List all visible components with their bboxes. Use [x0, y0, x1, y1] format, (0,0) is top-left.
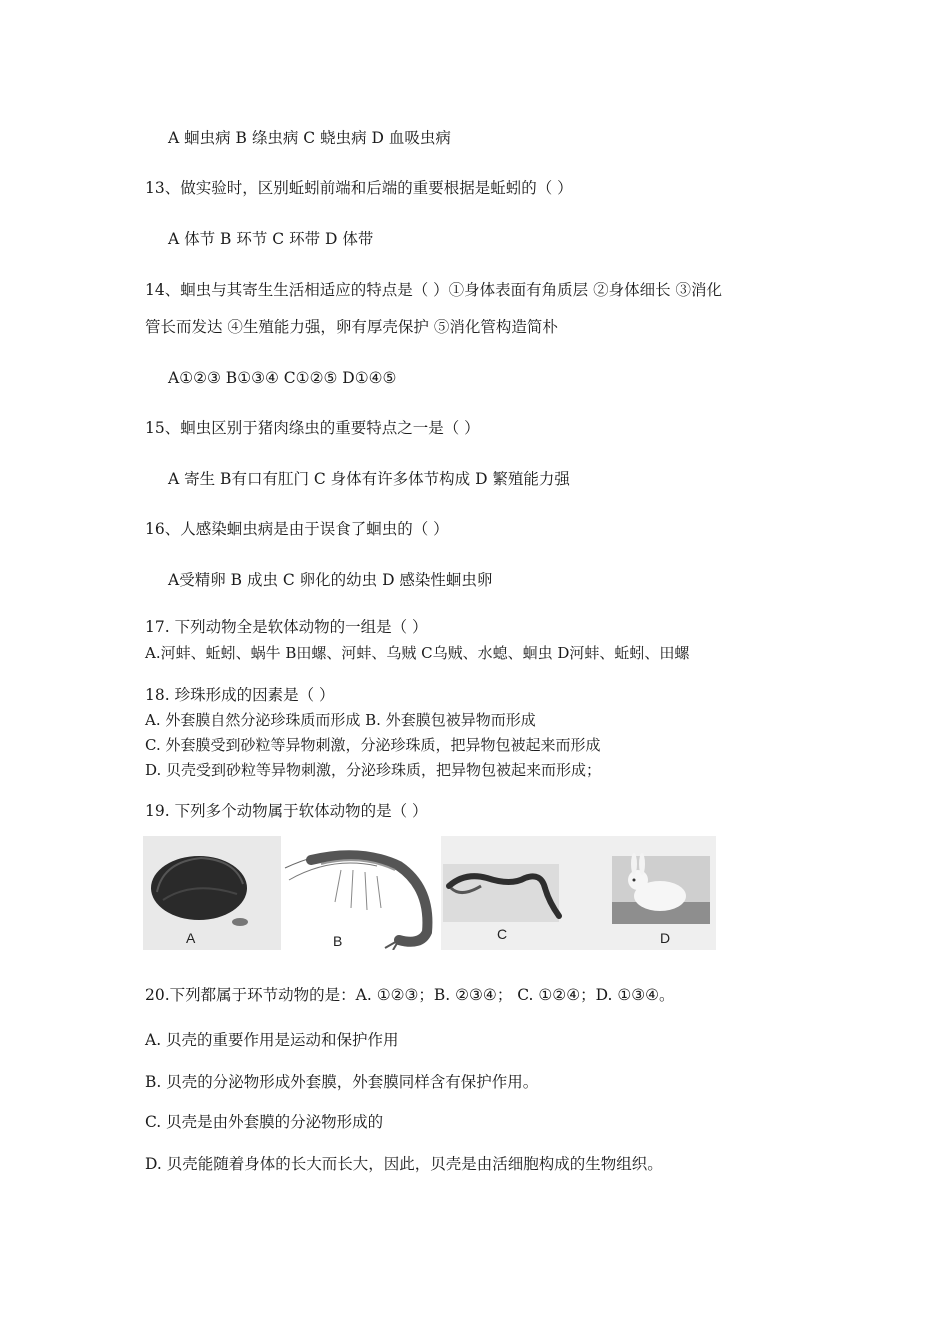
- q17-options: A.河蚌、蚯蚓、蜗牛 B田螺、河蚌、乌贼 C乌贼、水螅、蛔虫 D河蚌、蚯蚓、田螺: [145, 644, 690, 662]
- q14-stem-line1: 14、蛔虫与其寄生生活相适应的特点是（ ）①身体表面有角质层 ②身体细长 ③消化: [145, 281, 723, 299]
- q13-stem: 13、做实验时，区别蚯蚓前端和后端的重要根据是蚯蚓的（ ）: [145, 179, 573, 197]
- q20-stem: 20.下列都属于环节动物的是：A. ①②③；B. ②③④； C. ①②④；D. ①③④。: [145, 986, 675, 1004]
- q12-options: A 蛔虫病 B 绦虫病 C 蛲虫病 D 血吸虫病: [168, 129, 451, 147]
- q13-options: A 体节 B 环节 C 环带 D 体带: [168, 230, 374, 248]
- q18-option-d: D. 贝壳受到砂粒等异物刺激，分泌珍珠质，把异物包被起来而形成；: [145, 761, 602, 779]
- q20-option-c: C. 贝壳是由外套膜的分泌物形成的: [145, 1113, 384, 1131]
- q18-option-c: C. 外套膜受到砂粒等异物刺激，分泌珍珠质，把异物包被起来而形成: [145, 736, 601, 754]
- q16-stem: 16、人感染蛔虫病是由于误食了蛔虫的（ ）: [145, 520, 449, 538]
- rabbit-icon: [612, 836, 710, 926]
- q14-stem-line2: 管长而发达 ④生殖能力强，卵有厚壳保护 ⑤消化管构造简朴: [145, 318, 558, 336]
- figure-a-label: A: [186, 930, 196, 946]
- clam-icon: [143, 836, 281, 950]
- q20-option-a: A. 贝壳的重要作用是运动和保护作用: [145, 1031, 399, 1049]
- q14-options: A①②③ B①③④ C①②⑤ D①④⑤: [168, 369, 397, 387]
- shrimp-icon: [281, 836, 441, 950]
- figure-c-label: C: [497, 926, 508, 942]
- q18-stem: 18. 珍珠形成的因素是（ ）: [145, 686, 335, 704]
- q18-option-ab: A. 外套膜自然分泌珍珠质而形成 B. 外套膜包被异物而形成: [145, 711, 536, 729]
- q20-option-b: B. 贝壳的分泌物形成外套膜，外套膜同样含有保护作用。: [145, 1073, 539, 1091]
- figure-b: [281, 836, 441, 950]
- figure-d-label: D: [660, 930, 671, 946]
- q17-stem: 17. 下列动物全是软体动物的一组是（ ）: [145, 618, 428, 636]
- figure-b-label: B: [333, 933, 343, 949]
- q16-options: A受精卵 B 成虫 C 卵化的幼虫 D 感染性蛔虫卵: [168, 571, 493, 589]
- figure-a: [143, 836, 281, 950]
- q20-option-d: D. 贝壳能随着身体的长大而长大，因此，贝壳是由活细胞构成的生物组织。: [145, 1155, 663, 1173]
- figure-d: [612, 836, 710, 950]
- q15-options: A 寄生 B有口有肛门 C 身体有许多体节构成 D 繁殖能力强: [168, 470, 570, 488]
- q15-stem: 15、蛔虫区别于猪肉绦虫的重要特点之一是（ ）: [145, 419, 480, 437]
- q19-stem: 19. 下列多个动物属于软体动物的是（ ）: [145, 802, 428, 820]
